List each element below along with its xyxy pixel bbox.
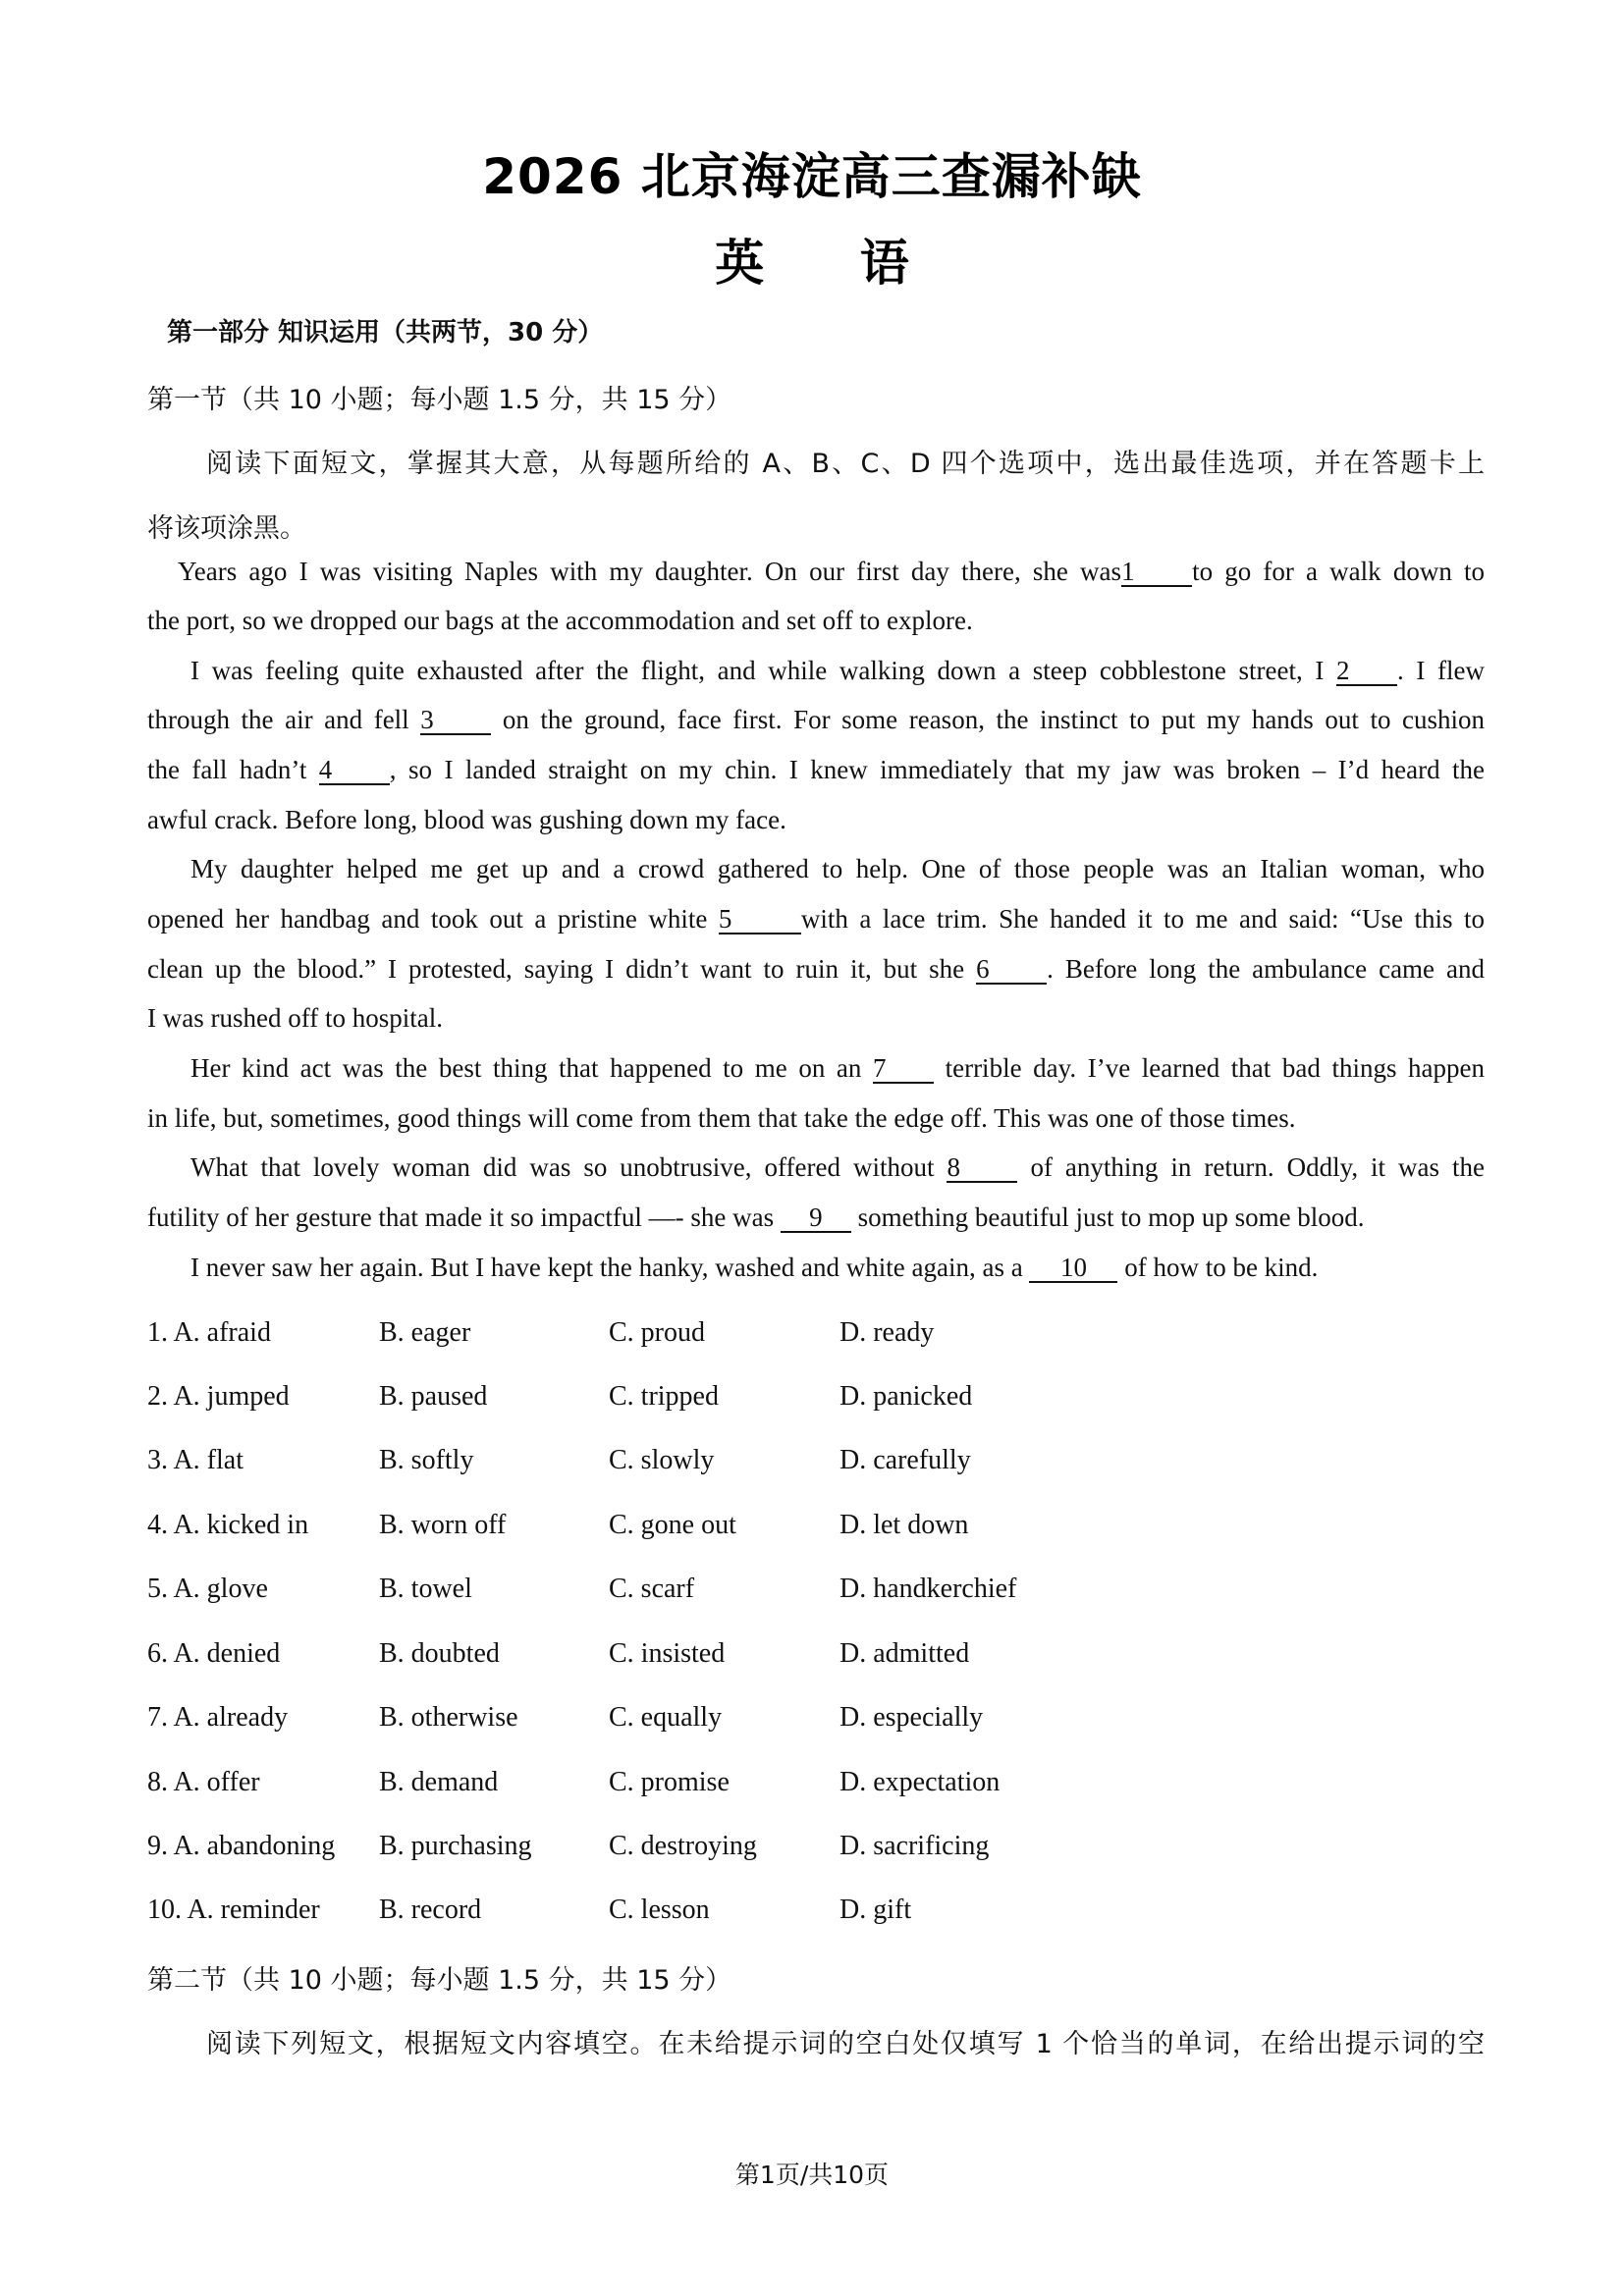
option-c[interactable]: C. scarf: [609, 1574, 695, 1604]
subject-title: 英 语: [715, 235, 948, 292]
section1-heading: 第一节（共 10 小题；每小题 1.5 分，共 15 分）: [147, 385, 732, 415]
passage-line: I was rushed off to hospital.: [147, 1003, 443, 1033]
option-a[interactable]: 9. A. abandoning: [147, 1831, 336, 1861]
blank-10: 10: [1029, 1254, 1117, 1283]
passage-line: Her kind act was the best thing that happened to me on an 7 terrible day. I’ve learned that bad things happen: [190, 1053, 1486, 1083]
option-c[interactable]: C. gone out: [609, 1510, 736, 1540]
instruction-line2: 将该项涂黑。: [147, 513, 306, 544]
option-b[interactable]: B. record: [379, 1895, 482, 1925]
blank-2: 2: [1336, 657, 1397, 686]
passage-line: What that lovely woman did was so unobtrusive, offered without 8 of anything in return. Oddly, it was the: [190, 1152, 1485, 1182]
section2-instruction: 阅读下列短文，根据短文内容填空。在未给提示词的空白处仅填写 1 个恰当的单词，在给出提示词的空: [206, 2029, 1485, 2059]
instruction-line1: 阅读下面短文，掌握其大意，从每题所给的 A、B、C、D 四个选项中，选出最佳选项，并在答题卡上: [206, 449, 1485, 479]
option-a[interactable]: 4. A. kicked in: [147, 1510, 309, 1540]
blank-5: 5: [719, 905, 801, 934]
option-a[interactable]: 8. A. offer: [147, 1767, 260, 1797]
blank-3: 3: [420, 706, 491, 735]
blank-6: 6: [976, 955, 1047, 985]
option-a[interactable]: 3. A. flat: [147, 1445, 244, 1475]
blank-9: 9: [781, 1203, 851, 1233]
passage-line: I never saw her again. But I have kept the hanky, washed and white again, as a 10 of how to be kind.: [190, 1253, 1319, 1282]
option-c[interactable]: C. destroying: [609, 1831, 757, 1861]
option-c[interactable]: C. equally: [609, 1702, 723, 1733]
option-c[interactable]: C. tripped: [609, 1381, 719, 1412]
option-d[interactable]: D. let down: [839, 1510, 969, 1540]
section2-heading: 第二节（共 10 小题；每小题 1.5 分，共 15 分）: [147, 1965, 732, 1996]
option-d[interactable]: D. especially: [839, 1702, 984, 1733]
passage-line: the fall hadn’t 4 , so I landed straight on my chin. I knew immediately that my jaw was broken – I’d heard the: [147, 755, 1485, 784]
option-d[interactable]: D. gift: [839, 1895, 912, 1925]
option-b[interactable]: B. towel: [379, 1574, 472, 1604]
option-d[interactable]: D. expectation: [839, 1767, 1001, 1797]
option-b[interactable]: B. doubted: [379, 1638, 500, 1669]
blank-4: 4: [319, 756, 390, 785]
option-b[interactable]: B. purchasing: [379, 1831, 532, 1861]
option-c[interactable]: C. slowly: [609, 1445, 715, 1475]
passage-line: the port, so we dropped our bags at the accommodation and set off to explore.: [147, 606, 973, 635]
option-d[interactable]: D. ready: [839, 1317, 935, 1348]
option-a[interactable]: 6. A. denied: [147, 1638, 281, 1669]
option-c[interactable]: C. promise: [609, 1767, 730, 1797]
option-a[interactable]: 2. A. jumped: [147, 1381, 290, 1412]
passage-line: I was feeling quite exhausted after the flight, and while walking down a steep cobblestone street, I 2 . I flew: [190, 656, 1485, 685]
option-b[interactable]: B. otherwise: [379, 1702, 518, 1733]
blank-7: 7: [873, 1054, 934, 1084]
option-c[interactable]: C. lesson: [609, 1895, 710, 1925]
option-c[interactable]: C. insisted: [609, 1638, 726, 1669]
passage-line: through the air and fell 3 on the ground, face first. For some reason, the instinct to put my hands out to cushion: [147, 705, 1486, 734]
page-number: 第1页/共10页: [734, 2161, 890, 2189]
option-d[interactable]: D. handkerchief: [839, 1574, 1017, 1604]
option-a[interactable]: 5. A. glove: [147, 1574, 268, 1604]
option-b[interactable]: B. worn off: [379, 1510, 507, 1540]
option-a[interactable]: 1. A. afraid: [147, 1317, 271, 1348]
option-d[interactable]: D. panicked: [839, 1381, 973, 1412]
option-d[interactable]: D. carefully: [839, 1445, 971, 1475]
option-a[interactable]: 10. A. reminder: [147, 1895, 320, 1925]
exam-title: 2026 北京海淀高三查漏补缺: [482, 148, 1142, 205]
passage-line: futility of her gesture that made it so impactful —- she was 9 something beautiful just to mop up some blood.: [147, 1202, 1365, 1232]
option-a[interactable]: 7. A. already: [147, 1702, 289, 1733]
option-b[interactable]: B. eager: [379, 1317, 471, 1348]
passage-line: awful crack. Before long, blood was gushing down my face.: [147, 805, 786, 834]
passage-line: in life, but, sometimes, good things will come from them that take the edge off. This was one of those times.: [147, 1103, 1296, 1133]
passage-line: opened her handbag and took out a pristine white 5 with a lace trim. She handed it to me and said: “Use this to: [147, 904, 1486, 934]
option-b[interactable]: B. paused: [379, 1381, 488, 1412]
blank-8: 8: [947, 1153, 1017, 1183]
passage-line: My daughter helped me get up and a crowd gathered to help. One of those people was an Italian woman, who: [190, 854, 1485, 883]
part1-heading: 第一部分 知识运用（共两节，30 分）: [167, 318, 604, 347]
blank-1: 1: [1121, 558, 1192, 587]
passage-line: clean up the blood.” I protested, saying I didn’t want to ruin it, but she 6 . Before long the ambulance came and: [147, 954, 1485, 984]
passage-line: Years ago I was visiting Naples with my daughter. On our first day there, she was1 to go for a walk down to: [178, 557, 1485, 586]
option-d[interactable]: D. admitted: [839, 1638, 970, 1669]
option-b[interactable]: B. demand: [379, 1767, 499, 1797]
option-d[interactable]: D. sacrificing: [839, 1831, 990, 1861]
option-c[interactable]: C. proud: [609, 1317, 705, 1348]
option-b[interactable]: B. softly: [379, 1445, 474, 1475]
